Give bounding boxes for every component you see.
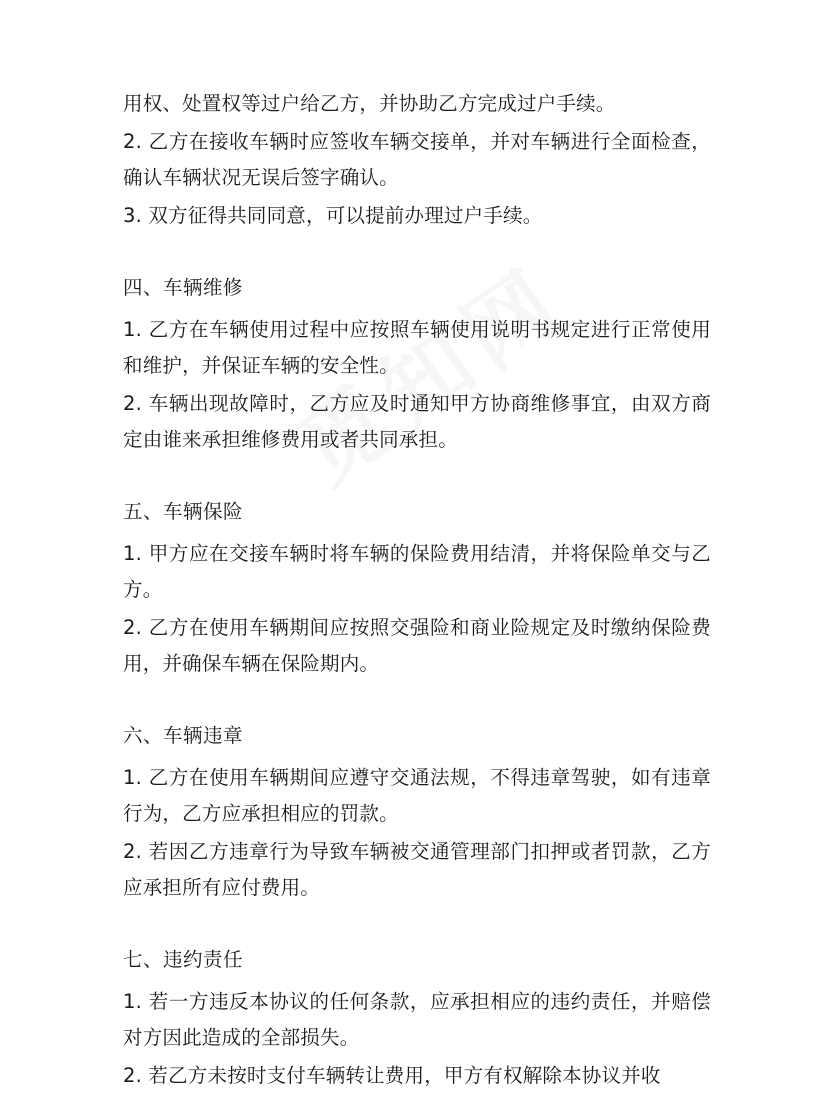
paragraph-maintenance-1: 1. 乙方在车辆使用过程中应按照车辆使用说明书规定进行正常使用和维护，并保证车辆的安全性。	[123, 318, 711, 377]
paragraph-transfer-continuation: 用权、处置权等过户给乙方，并协助乙方完成过户手续。	[123, 92, 616, 115]
section-heading-violations: 六、车辆违章	[123, 724, 244, 747]
section-heading-liability: 七、违约责任	[123, 948, 244, 971]
paragraph-liability-2: 2. 若乙方未按时支付车辆转让费用，甲方有权解除本协议并收	[123, 1064, 661, 1087]
document-page	[123, 86, 711, 1096]
paragraph-maintenance-2: 2. 车辆出现故障时，乙方应及时通知甲方协商维修事宜，由双方商定由谁来承担维修费用或者共同承担。	[123, 392, 711, 451]
paragraph-insurance-1: 1. 甲方应在交接车辆时将车辆的保险费用结清，并将保险单交与乙方。	[123, 542, 711, 601]
paragraph-violations-1: 1. 乙方在使用车辆期间应遵守交通法规，不得违章驾驶，如有违章行为，乙方应承担相应的罚款。	[123, 766, 711, 825]
paragraph-transfer-2: 2. 乙方在接收车辆时应签收车辆交接单，并对车辆进行全面检查，确认车辆状况无误后签字确认。	[123, 130, 711, 189]
paragraph-insurance-2: 2. 乙方在使用车辆期间应按照交强险和商业险规定及时缴纳保险费用，并确保车辆在保险期内。	[123, 616, 711, 675]
paragraph-liability-1: 1. 若一方违反本协议的任何条款，应承担相应的违约责任，并赔偿对方因此造成的全部损失。	[123, 990, 711, 1049]
paragraph-transfer-3: 3. 双方征得共同同意，可以提前办理过户手续。	[123, 204, 543, 227]
section-heading-insurance: 五、车辆保险	[123, 500, 244, 523]
paragraph-violations-2: 2. 若因乙方违章行为导致车辆被交通管理部门扣押或者罚款，乙方应承担所有应付费用。	[123, 840, 711, 899]
section-heading-maintenance: 四、车辆维修	[123, 276, 244, 299]
